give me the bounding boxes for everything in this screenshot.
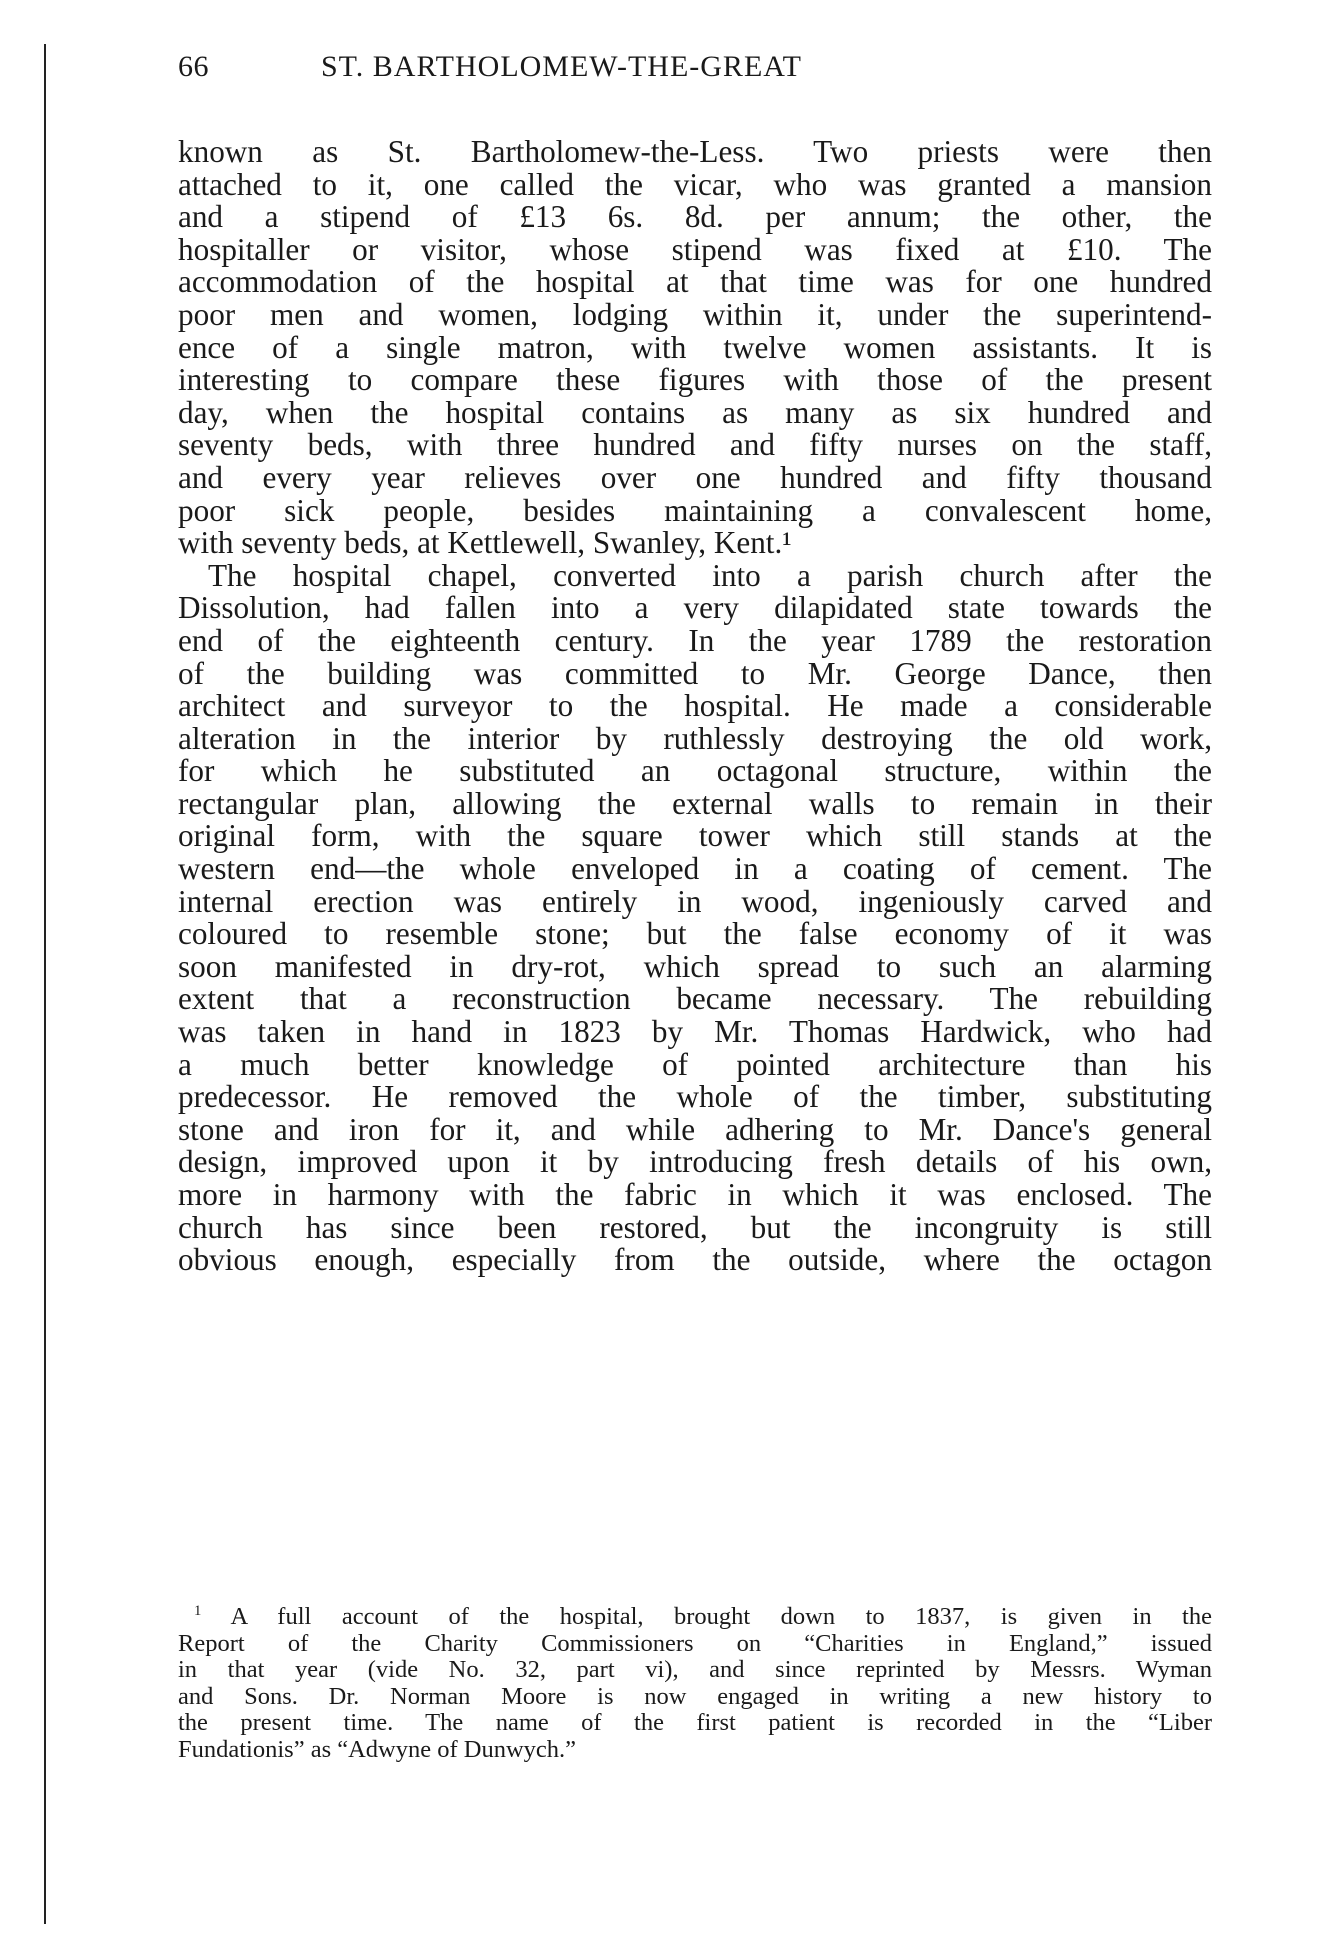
- body-line: coloured to resemble stone; but the false economy of it was: [178, 916, 1212, 952]
- body-line: was taken in hand in 1823 by Mr. Thomas Hardwick, who had: [178, 1014, 1212, 1050]
- body-line: poor sick people, besides maintaining a convalescent home,: [178, 492, 1212, 528]
- body-line: of the building was committed to Mr. George Dance, then: [178, 655, 1212, 691]
- body-line: obvious enough, especially from the outside, where the octagon: [178, 1242, 1212, 1278]
- body-line: more in harmony with the fabric in which it was enclosed. The: [178, 1177, 1212, 1212]
- running-head: [178, 50, 1213, 94]
- page-number: 66: [178, 50, 209, 83]
- body-line: extent that a reconstruction became necessary. The rebuilding: [178, 981, 1212, 1017]
- footnote-marker: 1: [194, 1602, 202, 1619]
- footnote-line: in that year (vide No. 32, part vi), and since reprinted by Messrs. Wyman: [178, 1656, 1212, 1683]
- body-line: design, improved upon it by introducing fresh details of his own,: [178, 1144, 1212, 1180]
- footnote-first-line: [178, 1604, 1212, 1631]
- body-line: known as St. Bartholomew-the-Less. Two priests were then: [178, 134, 1212, 169]
- footnote-line: the present time. The name of the first patient is recorded in the “Liber: [178, 1709, 1212, 1736]
- body-line: attached to it, one called the vicar, who was granted a mansion: [178, 166, 1212, 202]
- body-line: Dissolution, had fallen into a very dilapidated state towards the: [178, 590, 1212, 626]
- body-line: stone and iron for it, and while adhering to Mr. Dance's general: [178, 1111, 1212, 1147]
- paragraph-start-line: The hospital chapel, converted into a parish church after the: [208, 557, 1212, 593]
- body-text: [178, 136, 1212, 1277]
- body-line: alteration in the interior by ruthlessly destroying the old work,: [178, 720, 1212, 756]
- body-line: day, when the hospital contains as many as six hundred and: [178, 394, 1212, 430]
- footnote: [178, 1604, 1212, 1763]
- body-line: interesting to compare these figures with those of the present: [178, 362, 1212, 398]
- footnote-line: and Sons. Dr. Norman Moore is now engaged in writing a new history to: [178, 1682, 1212, 1710]
- body-line: predecessor. He removed the whole of the timber, substituting: [178, 1079, 1212, 1115]
- body-line: poor men and women, lodging within it, under the superintend-: [178, 296, 1212, 332]
- body-line: church has since been restored, but the incongruity is still: [178, 1209, 1212, 1245]
- footnote-line-text: A full account of the hospital, brought down to 1837, is given in the: [230, 1603, 1212, 1630]
- body-line: ence of a single matron, with twelve women assistants. It is: [178, 329, 1212, 365]
- body-line: for which he substituted an octagonal structure, within the: [178, 753, 1212, 789]
- body-line: hospitaller or visitor, whose stipend was fixed at £10. The: [178, 231, 1212, 267]
- page-binding-edge: [44, 44, 46, 1924]
- body-line: a much better knowledge of pointed architecture than his: [178, 1046, 1212, 1082]
- body-line: soon manifested in dry-rot, which spread to such an alarming: [178, 948, 1212, 984]
- running-title: ST. BARTHOLOMEW-THE-GREAT: [321, 50, 802, 83]
- body-line: internal erection was entirely in wood, ingeniously carved and: [178, 883, 1212, 919]
- footnote-line: Fundationis” as “Adwyne of Dunwych.”: [178, 1735, 577, 1763]
- body-line: original form, with the square tower which still stands at the: [178, 818, 1212, 854]
- body-line: rectangular plan, allowing the external walls to remain in their: [178, 785, 1212, 821]
- body-line: western end—the whole enveloped in a coating of cement. The: [178, 851, 1212, 887]
- body-line: accommodation of the hospital at that time was for one hundred: [178, 264, 1212, 300]
- body-line: end of the eighteenth century. In the year 1789 the restoration: [178, 622, 1212, 658]
- body-line: and a stipend of £13 6s. 8d. per annum; the other, the: [178, 199, 1212, 235]
- body-line: seventy beds, with three hundred and fifty nurses on the staff,: [178, 427, 1212, 463]
- footnote-line: Report of the Charity Commissioners on “Charities in England,” issued: [178, 1629, 1212, 1657]
- body-line: and every year relieves over one hundred and fifty thousand: [178, 459, 1212, 495]
- body-line: with seventy beds, at Kettlewell, Swanley, Kent.¹: [178, 525, 792, 561]
- body-line: architect and surveyor to the hospital. He made a considerable: [178, 688, 1212, 724]
